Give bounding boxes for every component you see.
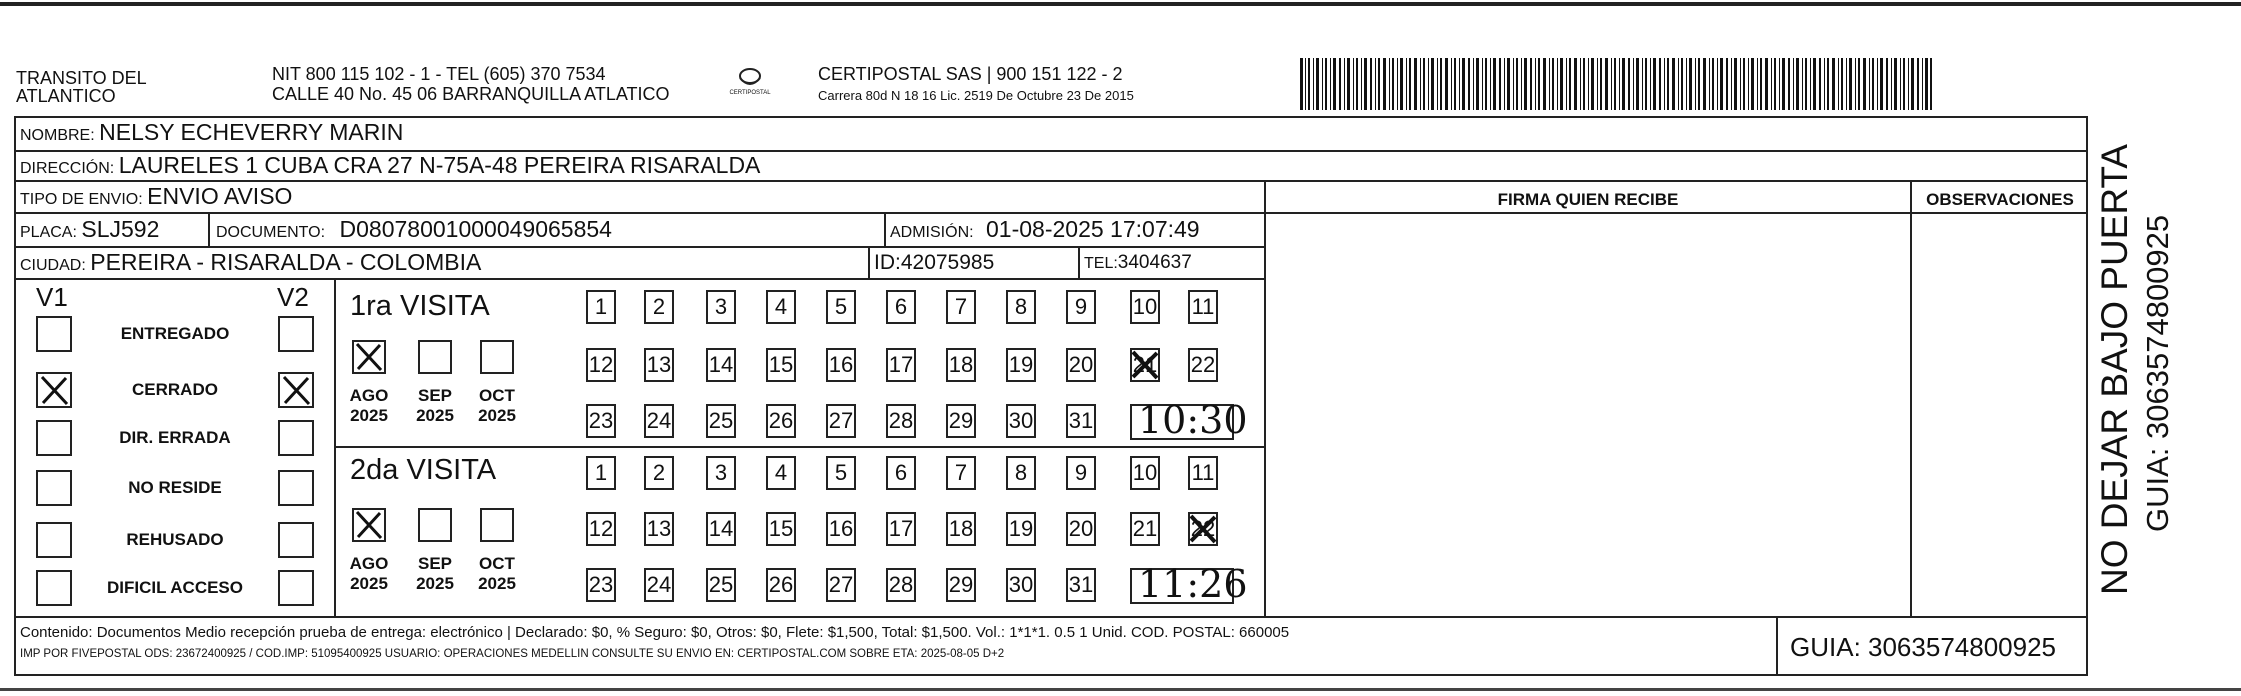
day-box[interactable] <box>1066 290 1096 324</box>
status-visits-divider <box>334 278 336 616</box>
status-label: DIFICIL ACCESO <box>106 578 243 597</box>
month-checkbox[interactable] <box>352 508 386 542</box>
day-number: 10 <box>1132 294 1158 319</box>
visit-time-box[interactable] <box>1130 398 1248 442</box>
company-line: CERTIPOSTAL SAS | 900 151 122 - 2 <box>818 64 1123 84</box>
day-box[interactable] <box>1006 404 1036 438</box>
tel-label: TEL: <box>1084 255 1118 272</box>
day-box[interactable] <box>946 348 976 382</box>
day-box[interactable] <box>826 404 856 438</box>
day-number: 23 <box>588 572 614 597</box>
x-mark-icon <box>1130 349 1160 381</box>
day-box[interactable] <box>644 512 674 546</box>
day-box[interactable] <box>1006 568 1036 602</box>
month-year: 2025 <box>478 574 516 593</box>
day-number: 9 <box>1074 460 1088 485</box>
bottom-edge-line <box>0 688 2241 691</box>
status-label: REHUSADO <box>126 530 224 549</box>
license-line: Carrera 80d N 18 16 Lic. 2519 De Octubre 23 De 2015 <box>818 88 1134 103</box>
month-name: SEP <box>417 554 453 573</box>
day-number: 1 <box>594 460 608 485</box>
day-box[interactable] <box>766 456 796 490</box>
day-box[interactable] <box>766 290 796 324</box>
tel-cell <box>1084 252 1192 274</box>
row-line-3 <box>14 212 1266 214</box>
month-label <box>472 554 522 594</box>
day-number: 14 <box>708 352 734 377</box>
doc-admision-divider <box>884 212 886 246</box>
day-box[interactable] <box>1006 512 1036 546</box>
day-box[interactable] <box>886 348 916 382</box>
admision-cell <box>890 216 1200 243</box>
day-number: 5 <box>834 460 848 485</box>
day-box[interactable] <box>1188 512 1218 546</box>
v1-checkbox[interactable] <box>36 420 72 456</box>
day-box[interactable] <box>586 404 616 438</box>
day-number: 4 <box>774 294 788 319</box>
visit-time-handwritten: 10:30 <box>1138 398 1248 442</box>
row-line-5 <box>14 278 1266 280</box>
footer-content-line: Contenido: Documentos Medio recepción prueba de entrega: electrónico | Declarado: $0, % Seguro: $0, Otros: $0, Flete: $1,500, Total: $1,500. Vol.: 1*1*1. 0.5 1 Unid. COD. POSTAL: 660005 <box>20 624 1290 641</box>
visit-time-box[interactable] <box>1130 562 1248 606</box>
day-number: 22 <box>1190 352 1216 377</box>
day-box[interactable] <box>766 568 796 602</box>
day-box[interactable] <box>706 568 736 602</box>
visit-separator <box>336 446 1266 448</box>
day-number: 31 <box>1068 408 1094 433</box>
day-box[interactable] <box>586 568 616 602</box>
month-name: OCT <box>479 386 515 405</box>
day-box[interactable] <box>1006 290 1036 324</box>
row-line-2 <box>14 180 2088 182</box>
day-box[interactable] <box>826 290 856 324</box>
day-number: 20 <box>1068 352 1094 377</box>
day-box[interactable] <box>1130 348 1160 382</box>
day-box[interactable] <box>826 456 856 490</box>
tipo-row <box>20 183 292 210</box>
day-number: 2 <box>652 294 666 319</box>
nit-line: NIT 800 115 102 - 1 - TEL (605) 370 7534 <box>272 64 606 84</box>
v2-checkbox[interactable] <box>278 316 314 352</box>
observaciones-header: OBSERVACIONES <box>1926 190 2074 209</box>
day-number: 11 <box>1191 294 1215 319</box>
day-number: 25 <box>708 408 734 433</box>
day-box[interactable] <box>1130 290 1160 324</box>
placa-doc-divider <box>208 212 210 246</box>
day-number: 17 <box>888 516 914 541</box>
day-number: 27 <box>828 572 854 597</box>
day-box[interactable] <box>1066 348 1096 382</box>
day-number: 20 <box>1068 516 1094 541</box>
day-number: 4 <box>774 460 788 485</box>
day-number: 6 <box>894 460 908 485</box>
month-checkbox[interactable] <box>418 340 452 374</box>
day-box[interactable] <box>644 568 674 602</box>
day-box[interactable] <box>1130 512 1160 546</box>
day-number: 19 <box>1008 516 1034 541</box>
columns-header-line <box>1266 212 2088 214</box>
day-box[interactable] <box>644 404 674 438</box>
month-year: 2025 <box>350 574 388 593</box>
entity-name-line2: ATLANTICO <box>16 86 116 106</box>
barcode <box>1300 58 1932 110</box>
day-box[interactable] <box>1130 456 1160 490</box>
v1-checkbox[interactable] <box>36 570 72 606</box>
day-number: 10 <box>1132 460 1158 485</box>
footer-print-line: IMP POR FIVEPOSTAL ODS: 23672400925 / COD.IMP: 51095400925 USUARIO: OPERACIONES MEDELLIN CONSULTE SU ENVIO EN: CERTIPOSTAL.COM SOBRE ETA: 2025-08-05 D+2 <box>20 648 1005 660</box>
v1-checkbox[interactable] <box>36 470 72 506</box>
day-number: 26 <box>768 572 794 597</box>
no-dejar-bajo-puerta: NO DEJAR BAJO PUERTA <box>2094 144 2135 595</box>
day-box[interactable] <box>886 512 916 546</box>
day-number: 29 <box>948 572 974 597</box>
month-checkbox[interactable] <box>480 508 514 542</box>
visit-title: 1ra VISITA <box>350 290 490 322</box>
day-box[interactable] <box>766 404 796 438</box>
day-box[interactable] <box>886 456 916 490</box>
day-number: 22 <box>1190 516 1216 541</box>
day-number: 13 <box>646 352 672 377</box>
x-mark-icon <box>280 374 312 406</box>
day-number: 8 <box>1014 460 1028 485</box>
day-box[interactable] <box>1066 512 1096 546</box>
day-box[interactable] <box>766 348 796 382</box>
x-mark-icon <box>354 510 384 540</box>
tel-value: 3404637 <box>1117 252 1192 273</box>
v2-checkbox[interactable] <box>278 570 314 606</box>
day-box[interactable] <box>946 568 976 602</box>
v2-label: V2 <box>277 282 309 312</box>
direccion-label: DIRECCIÓN: <box>20 160 115 177</box>
day-number: 21 <box>1132 352 1158 377</box>
day-box[interactable] <box>706 456 736 490</box>
month-year: 2025 <box>350 406 388 425</box>
day-box[interactable] <box>586 456 616 490</box>
day-number: 2 <box>652 460 666 485</box>
day-box[interactable] <box>946 290 976 324</box>
month-label <box>410 554 460 594</box>
v1-checkbox[interactable] <box>36 522 72 558</box>
ciudad-cell <box>20 249 481 276</box>
visit-time-handwritten: 11:26 <box>1138 562 1248 606</box>
status-label: CERRADO <box>132 380 218 399</box>
top-edge-line <box>0 2 2241 6</box>
day-number: 29 <box>948 408 974 433</box>
ciudad-value: PEREIRA - RISARALDA - COLOMBIA <box>90 249 482 275</box>
day-number: 3 <box>714 460 728 485</box>
day-box[interactable] <box>644 290 674 324</box>
day-number: 24 <box>646 408 672 433</box>
day-number: 15 <box>768 352 794 377</box>
day-box[interactable] <box>946 404 976 438</box>
day-box[interactable] <box>1066 456 1096 490</box>
day-number: 26 <box>768 408 794 433</box>
day-number: 19 <box>1008 352 1034 377</box>
month-name: AGO <box>349 554 389 573</box>
v2-checkbox[interactable] <box>278 470 314 506</box>
day-number: 11 <box>1191 460 1215 485</box>
certipostal-logo <box>722 64 778 104</box>
tipo-label: TIPO DE ENVIO: <box>20 191 143 208</box>
month-year: 2025 <box>478 406 516 425</box>
day-number: 3 <box>714 294 728 319</box>
day-number: 18 <box>948 352 974 377</box>
day-number: 30 <box>1008 572 1034 597</box>
day-number: 16 <box>828 516 854 541</box>
day-box[interactable] <box>1066 568 1096 602</box>
day-box[interactable] <box>946 456 976 490</box>
nombre-row <box>20 119 403 146</box>
v1-label: V1 <box>36 282 68 312</box>
month-name: SEP <box>417 386 453 405</box>
x-mark-icon <box>38 374 70 406</box>
day-number: 5 <box>834 294 848 319</box>
visit-title: 2da VISITA <box>350 454 497 486</box>
nombre-value: NELSY ECHEVERRY MARIN <box>99 119 404 145</box>
month-year: 2025 <box>416 574 454 593</box>
direccion-value: LAURELES 1 CUBA CRA 27 N-75A-48 PEREIRA RISARALDA <box>118 152 761 178</box>
day-box[interactable] <box>706 404 736 438</box>
placa-cell <box>20 216 159 243</box>
month-year: 2025 <box>416 406 454 425</box>
month-checkbox[interactable] <box>480 340 514 374</box>
day-number: 28 <box>888 408 914 433</box>
month-label <box>344 386 394 426</box>
day-number: 30 <box>1008 408 1034 433</box>
day-box[interactable] <box>706 512 736 546</box>
month-checkbox[interactable] <box>352 340 386 374</box>
footer-guia-divider <box>1776 616 1778 676</box>
day-number: 17 <box>888 352 914 377</box>
nombre-label: NOMBRE: <box>20 127 95 144</box>
v1-checkbox[interactable] <box>36 372 72 408</box>
day-number: 23 <box>588 408 614 433</box>
month-name: OCT <box>479 554 515 573</box>
day-number: 7 <box>954 294 968 319</box>
id-tel-divider <box>1078 246 1080 278</box>
day-box[interactable] <box>886 290 916 324</box>
day-number: 31 <box>1068 572 1094 597</box>
day-number: 15 <box>768 516 794 541</box>
day-box[interactable] <box>1188 456 1218 490</box>
day-box[interactable] <box>1188 348 1218 382</box>
documento-value: D08078001000049065854 <box>339 216 612 242</box>
day-number: 8 <box>1014 294 1028 319</box>
day-number: 21 <box>1132 516 1158 541</box>
id-cell <box>874 251 994 275</box>
day-number: 7 <box>954 460 968 485</box>
day-box[interactable] <box>1006 348 1036 382</box>
day-box[interactable] <box>946 512 976 546</box>
placa-value: SLJ592 <box>81 216 160 242</box>
col-line-firma <box>1264 180 1266 616</box>
day-number: 18 <box>948 516 974 541</box>
firma-header: FIRMA QUIEN RECIBE <box>1497 190 1679 209</box>
day-number: 24 <box>646 572 672 597</box>
day-number: 6 <box>894 294 908 319</box>
address-line: CALLE 40 No. 45 06 BARRANQUILLA ATLATICO <box>272 84 670 104</box>
x-mark-icon <box>1188 513 1218 545</box>
day-number: 27 <box>828 408 854 433</box>
id-label: ID: <box>874 251 901 274</box>
day-box[interactable] <box>826 348 856 382</box>
day-number: 25 <box>708 572 734 597</box>
footer-guia: GUIA: 3063574800925 <box>1790 632 2056 662</box>
day-box[interactable] <box>766 512 796 546</box>
day-number: 28 <box>888 572 914 597</box>
month-label <box>344 554 394 594</box>
day-number: 12 <box>588 516 614 541</box>
day-box[interactable] <box>826 568 856 602</box>
day-number: 1 <box>594 294 608 319</box>
month-checkbox[interactable] <box>418 508 452 542</box>
v2-checkbox[interactable] <box>278 522 314 558</box>
entity-name-line1: TRANSITO DEL <box>16 68 147 88</box>
day-box[interactable] <box>586 512 616 546</box>
day-box[interactable] <box>886 568 916 602</box>
day-box[interactable] <box>586 290 616 324</box>
day-box[interactable] <box>644 456 674 490</box>
x-mark-icon <box>354 342 384 372</box>
v1-checkbox[interactable] <box>36 316 72 352</box>
day-box[interactable] <box>644 348 674 382</box>
day-box[interactable] <box>1188 290 1218 324</box>
status-label: DIR. ERRADA <box>119 428 231 447</box>
logo-caption: CERTIPOSTAL <box>729 90 771 96</box>
day-box[interactable] <box>1066 404 1096 438</box>
day-box[interactable] <box>886 404 916 438</box>
documento-cell <box>216 216 612 243</box>
day-box[interactable] <box>826 512 856 546</box>
day-box[interactable] <box>586 348 616 382</box>
day-box[interactable] <box>706 348 736 382</box>
placa-label: PLACA: <box>20 224 77 241</box>
side-guia: GUIA: 3063574800925 <box>2140 214 2175 532</box>
admision-label: ADMISIÓN: <box>890 224 974 241</box>
month-label <box>472 386 522 426</box>
day-number: 9 <box>1074 294 1088 319</box>
day-number: 16 <box>828 352 854 377</box>
day-box[interactable] <box>706 290 736 324</box>
day-number: 12 <box>588 352 614 377</box>
status-label: ENTREGADO <box>120 324 230 343</box>
col-line-obs <box>1910 180 1912 616</box>
tipo-value: ENVIO AVISO <box>147 183 293 209</box>
documento-label: DOCUMENTO: <box>216 224 326 241</box>
day-number: 13 <box>646 516 672 541</box>
day-box[interactable] <box>1006 456 1036 490</box>
ciudad-id-divider <box>868 246 870 278</box>
admision-value: 01-08-2025 17:07:49 <box>986 216 1200 242</box>
id-value: 42075985 <box>900 251 995 274</box>
v2-checkbox[interactable] <box>278 372 314 408</box>
day-number: 14 <box>708 516 734 541</box>
status-label: NO RESIDE <box>128 478 222 497</box>
month-name: AGO <box>349 386 389 405</box>
month-label <box>410 386 460 426</box>
v2-checkbox[interactable] <box>278 420 314 456</box>
ciudad-label: CIUDAD: <box>20 257 86 274</box>
direccion-row <box>20 152 760 179</box>
